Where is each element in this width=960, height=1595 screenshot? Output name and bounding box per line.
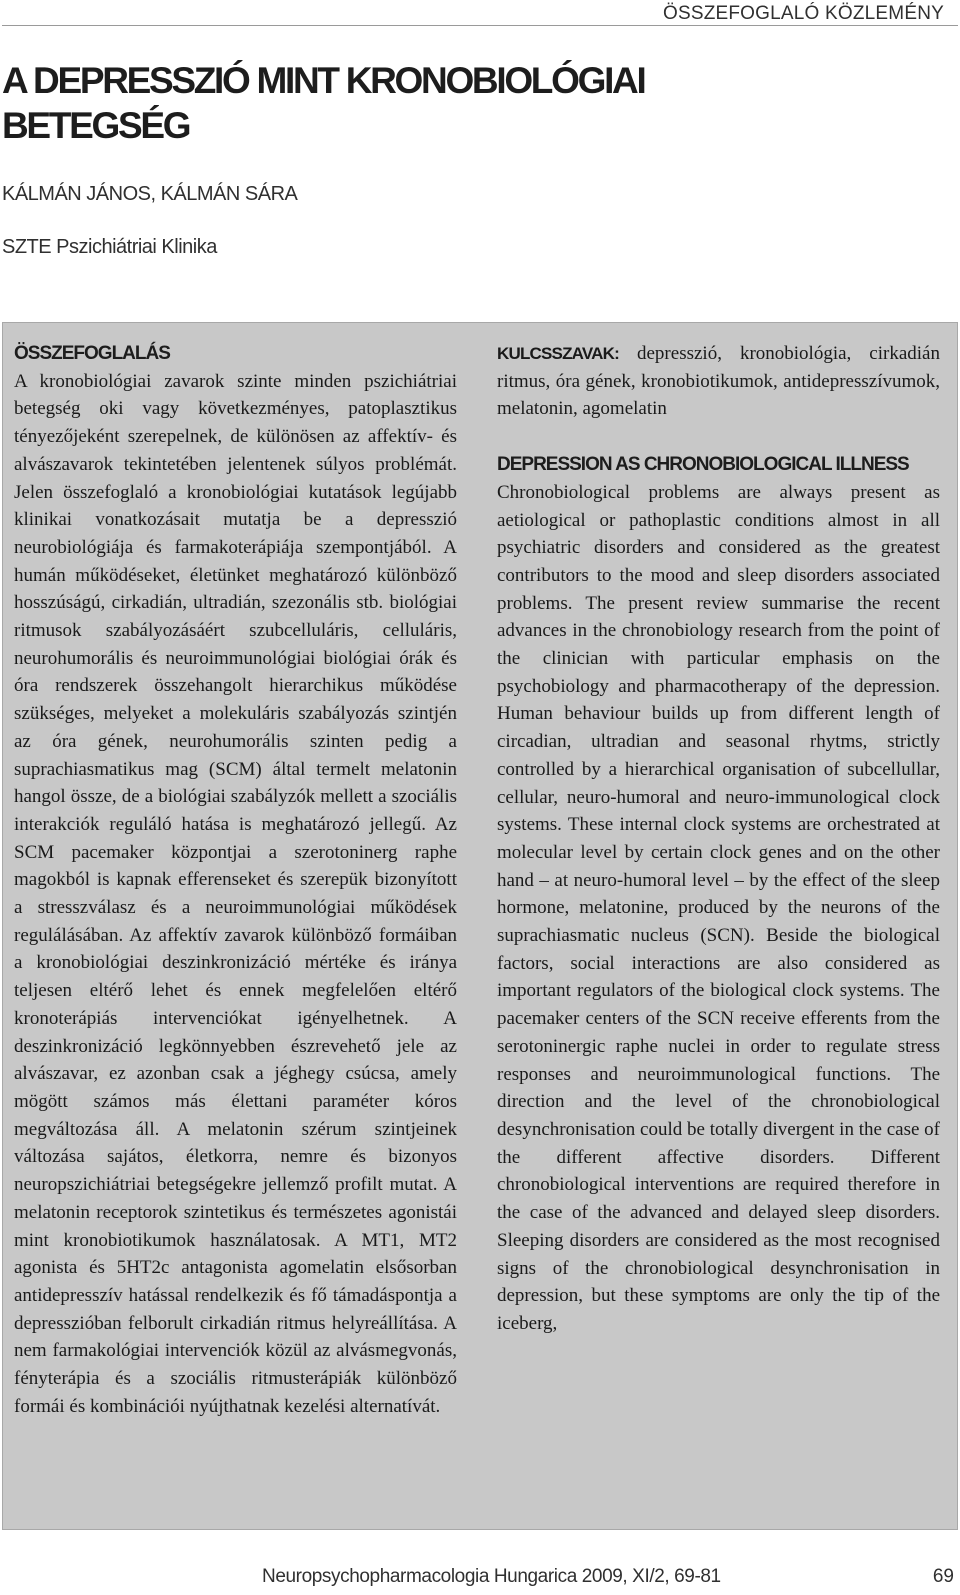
abstract-hu-heading: ÖSSZEFOGLALÁS — [14, 343, 170, 364]
abstract-en-heading: DEPRESSION AS CHRONOBIOLOGICAL ILLNESS — [497, 454, 909, 476]
page-number: 69 — [932, 1566, 954, 1587]
abstract-column-right — [497, 340, 940, 1338]
keywords-text: depresszió, kronobiológia, cirkadián ritmus, óra gének, kronobiotikumok, antidepresszívumok, melatonin, agomelatin — [497, 343, 940, 420]
header-rule — [2, 25, 958, 26]
affiliation: SZTE Pszichiátriai Klinika — [2, 236, 217, 258]
authors: KÁLMÁN JÁNOS, KÁLMÁN SÁRA — [2, 183, 298, 205]
abstract-hu-body: A kronobiológiai zavarok szinte minden pszichiátriai betegség oki vagy következményes, patoplasztikus tényezőjeként szerepelnek, de különösen az affektív- és alvászavarok tekintetében jelentenek súlyos problémát. Jelen összefoglaló a kronobiológiai kutatások legújabb klinikai vonatkozásait mutatja be a depresszió neurobiológiája és farmakoterápiája szempontjából. A humán működéseket, életünket meghatározó különböző hosszúságú, cirkadián, ultradián, szezonális stb. biológiai ritmusok szabályozásáért szubcelluláris, celluláris, neurohumorális és neuroimmunológiai biológiai órák és óra rendszerek összehangolt hierarchikus működése szükséges, melyeket a molekuláris szabályozás szintjén az óra gének, neurohumorális szinten pedig a suprachiasmatikus mag (SCM) által termelt melatonin hangol össze, de a biológiai szabályzók mellett a szociális interakciók reguláló hatása is meghatározó jellegű. Az SCM pacemaker központjai a szerotoninerg raphe magokból is kapnak efferenseket és szerepük bizonyított a stresszválasz és a neuroimmunológiai működések regulálásában. Az affektív zavarok különböző formáiban a kronobiológiai deszinkronizáció mértéke és iránya teljesen eltérő lehet és ennek megfelelően eltérő kronoterápiás intervenciókat igényelhetnek. A deszinkronizáció legkönnyebben észrevehető jele az alvászavar, ez azonban csak a jéghegy csúcsa, amely mögött számos más élettani paraméter kóros megváltozása áll. A melatonin szérum szintjeinek változása sajátos, életkorra, nemre és bizonyos neuropszichiátriai betegségekre jellemző profilt mutat. A melatonin receptorok szintetikus és természetes agonistái mint kronobiotikumok használatosak. A MT1, MT2 agonista és 5HT2c antagonista agomelatin elsősorban antidepresszív hatással rendelkezik és fő támadáspontja a depresszióban felborult cirkadián ritmus helyreállítása. A nem farmakológiai intervenciók közül az alvásmegvonás, fényterápia és a szociális ritmusterápiák különböző formái és kombinációi nyújthatnak kezelési alternatívát. — [14, 370, 457, 1417]
abstract-en-body: Chronobiological problems are always present as aetiological or pathoplastic conditions almost in all psychiatric disorders and considered as the greatest contributors to the mood and sleep disorders associated problems. The present review summarise the recent advances in the chronobiology research from the point of the clinician with particular emphasis on the psychobiology and pharmacotherapy of the depression. Human behaviour builds up from different length of circadian, ultradian and seasonal rhytms, strictly controlled by a hierarchical organisation of subcellullar, cellular, neuro-humoral and neuro-immunological clock systems. These internal clock systems are orchestrated at molecular level by certain clock genes and on the other hand – at neuro-humoral level – by the effect of the sleep hormone, melatonine, produced by the neurons of the suprachiasmatic nucleus (SCN). Beside the biological factors, social interactions are also considered as important regulators of the biological clock systems. The pacemaker centers of the SCN receive efferents from the serotoninergic raphe nuclei in order to regulate stress responses and neuroimmunological functions. The direction and the level of the chronobiological desynchronisation could be totally divergent in the case of the different affective disorders. Different chronobiological interventions are required therefore in the case of the advanced and delayed sleep disorders. Sleeping disorders are considered as the most recognised signs of the chronobiological desynchronisation in depression, but these symptoms are only the tip of the iceberg, — [497, 481, 940, 1334]
keywords-label: KULCSSZAVAK: — [497, 344, 619, 363]
journal-citation: Neuropsychopharmacologia Hungarica 2009, XI/2, 69-81 — [262, 1566, 721, 1587]
article-title: A DEPRESSZIÓ MINT KRONOBIOLÓGIAI BETEGSÉG — [2, 60, 645, 146]
abstract-column-left — [14, 340, 457, 1420]
section-label: ÖSSZEFOGLALÓ KÖZLEMÉNY — [662, 3, 944, 24]
keywords-paragraph — [497, 340, 940, 423]
